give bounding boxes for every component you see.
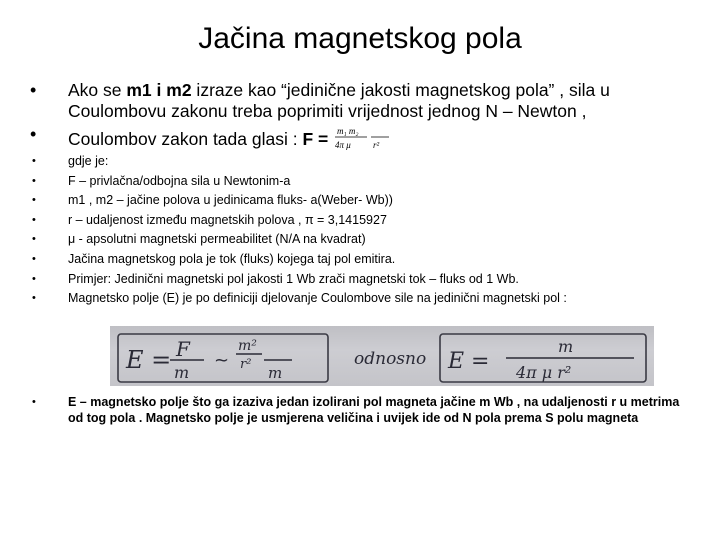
bullet-text: Ako se	[68, 80, 127, 100]
list-item: • μ - apsolutni magnetski permeabilitet (N/A na kvadrat)	[30, 230, 690, 250]
hw-odnosno: odnosno	[354, 349, 427, 369]
hw-E2: E =	[448, 349, 490, 374]
hw-m2: m²	[238, 338, 257, 354]
hw-r2: r²	[240, 357, 252, 372]
hw-m-bottom: m	[268, 364, 283, 382]
bullet-text: Coulombov zakon tada glasi :	[68, 129, 303, 150]
list-item: • m1 , m2 – jačine polova u jedinicama fluks- a(Weber- Wb))	[30, 191, 690, 211]
hw-F: F	[176, 337, 190, 361]
bullet-bold: m Wb	[479, 395, 514, 409]
bullet-bold: F =	[302, 129, 329, 150]
slide-title: Jačina magnetskog pola	[198, 22, 522, 55]
list-item: • Magnetsko polje (E) je po definiciji djelovanje Coulombove sile na jedinični magnetski pol :	[30, 289, 690, 309]
bullet-text: E – magnetsko polje što ga izaziva jedan izolirani pol magneta jačine	[68, 395, 480, 409]
formula-numerator: m₁ m₂	[337, 126, 359, 136]
handwritten-formula-photo	[110, 326, 654, 386]
list-item: • Primjer: Jedinični magnetski pol jakosti 1 Wb zrači magnetski tok – fluks od 1 Wb.	[30, 270, 690, 290]
hw-num: m	[558, 337, 574, 356]
bullet-bold: m1 i m2	[126, 80, 192, 100]
hw-E: E =	[126, 346, 172, 374]
hw-approx: ~	[214, 350, 230, 371]
main-bullets	[30, 80, 690, 159]
formula-r2: r²	[373, 140, 380, 150]
formula-denominator: 4π μ	[335, 140, 351, 150]
definition-list	[30, 152, 690, 309]
bullet-item	[30, 80, 690, 122]
list-item: • gdje je:	[30, 152, 690, 172]
final-bullet	[30, 394, 680, 426]
list-item: • F – privlačna/odbojna sila u Newtonim-a	[30, 172, 690, 192]
bullet-text: , na udaljenosti r u metrima od tog pola . Magnetsko polje je usmjerena veličina i uvijek ide od N pola prema S polu magneta	[68, 395, 680, 425]
hw-m: m	[174, 363, 190, 382]
list-item: • Jačina magnetskog pola je tok (fluks) kojega taj pol emitira.	[30, 250, 690, 270]
list-item: • r – udaljenost između magnetskih polova , π = 3,1415927	[30, 211, 690, 231]
bullet-text: izraze kao “jedinične jakosti magnetskog pola” , sila u Coulombovu zakonu treba poprimiti vrijednost jednog N – Newton ,	[68, 80, 610, 121]
hw-den: 4π μ r²	[516, 363, 572, 382]
list-item	[30, 394, 680, 426]
